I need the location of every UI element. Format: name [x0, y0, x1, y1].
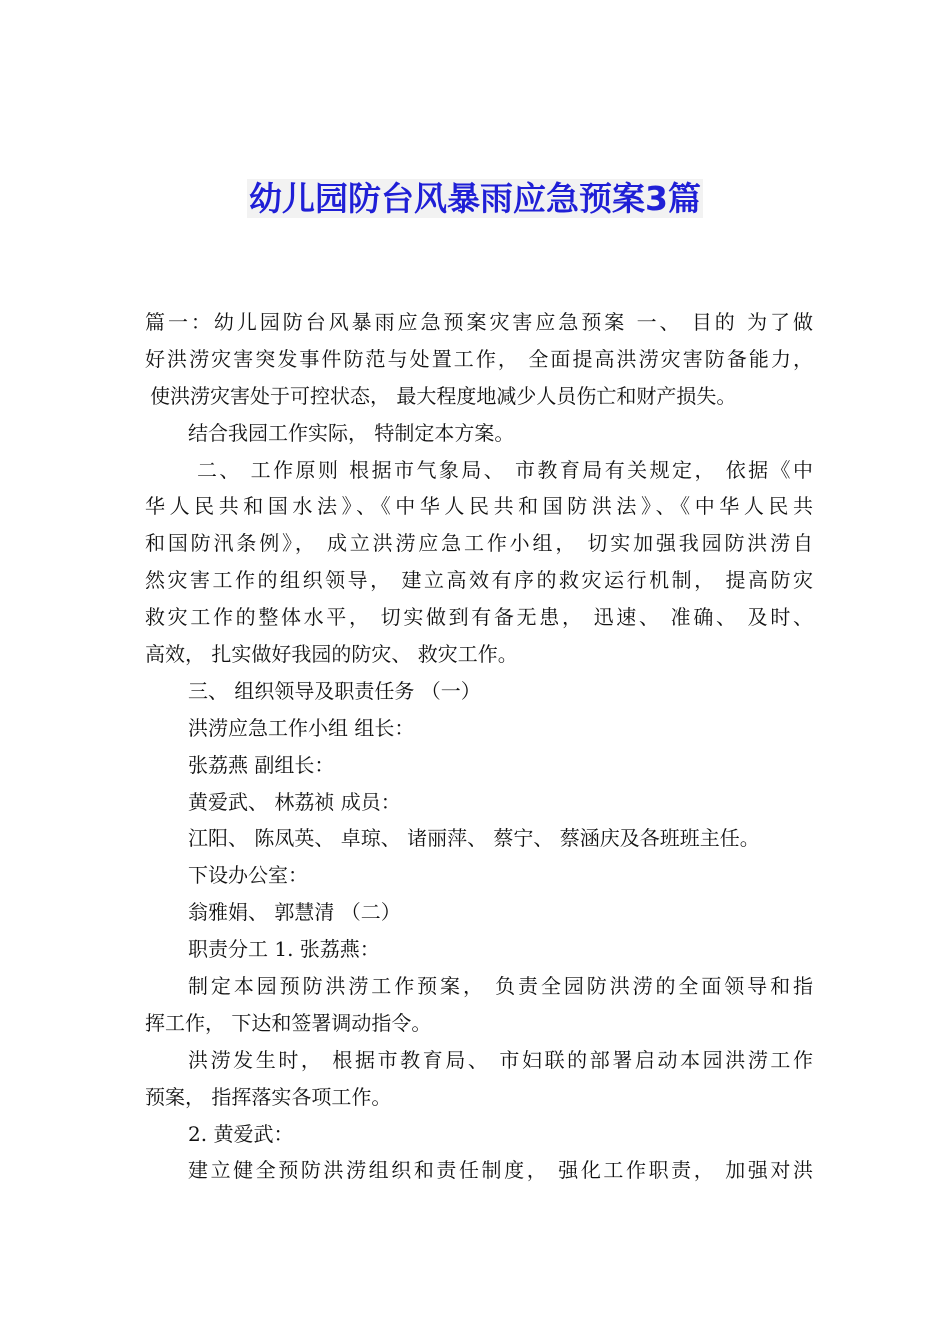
text-line: 篇一：幼儿园防台风暴雨应急预案灾害应急预案 一、 目的 为了做 [145, 310, 813, 334]
text-line: 好洪涝灾害突发事件防范与处置工作， 全面提高洪涝灾害防备能力， [145, 346, 813, 371]
text-line: 张荔燕 副组长： [188, 752, 335, 777]
document-title [0, 176, 950, 222]
text-line: 挥工作， 下达和签署调动指令。 [145, 1010, 432, 1035]
document-body [145, 304, 813, 1189]
text-line: 使洪涝灾害处于可控状态， 最大程度地减少人员伤亡和财产损失。 [150, 383, 737, 408]
document-title-text: 幼儿园防台风暴雨应急预案3篇 [249, 179, 701, 218]
text-line: 预案， 指挥落实各项工作。 [145, 1084, 392, 1109]
text-line: 和国防汛条例》， 成立洪涝应急工作小组， 切实加强我园防洪涝自 [145, 531, 813, 556]
text-line: 洪涝应急工作小组 组长： [188, 715, 415, 740]
text-line: 2. 黄爱武： [188, 1121, 294, 1146]
text-line: 洪涝发生时， 根据市教育局、 市妇联的部署启动本园洪涝工作 [188, 1047, 813, 1072]
text-line: 制定本园预防洪涝工作预案， 负责全园防洪涝的全面领导和指 [188, 974, 813, 999]
text-line: 二、 工作原则 根据市气象局、 市教育局有关规定， 依据《中 [197, 457, 813, 482]
text-line: 救灾工作的整体水平， 切实做到有备无患， 迅速、 准确、 及时、 [145, 605, 813, 630]
text-line: 三、 组织领导及职责任务 （一） [188, 678, 481, 703]
text-line: 江阳、 陈凤英、 卓琼、 诸丽萍、 蔡宁、 蔡涵庆及各班班主任。 [188, 826, 760, 851]
text-line: 职责分工 1. 张荔燕： [188, 937, 380, 962]
text-line: 建立健全预防洪涝组织和责任制度， 强化工作职责， 加强对洪 [188, 1158, 813, 1183]
text-line: 华人民共和国水法》、《中华人民共和国防洪法》、《中华人民共 [145, 494, 813, 519]
text-line: 下设办公室： [188, 863, 308, 888]
text-line: 然灾害工作的组织领导， 建立高效有序的救灾运行机制， 提高防灾 [145, 568, 813, 593]
text-line: 翁雅娟、 郭慧清 （二） [188, 900, 401, 925]
text-line: 结合我园工作实际， 特制定本方案。 [188, 420, 515, 445]
text-line: 高效， 扎实做好我园的防灾、 救灾工作。 [145, 642, 518, 667]
text-line: 黄爱武、 林荔祯 成员： [188, 789, 401, 814]
